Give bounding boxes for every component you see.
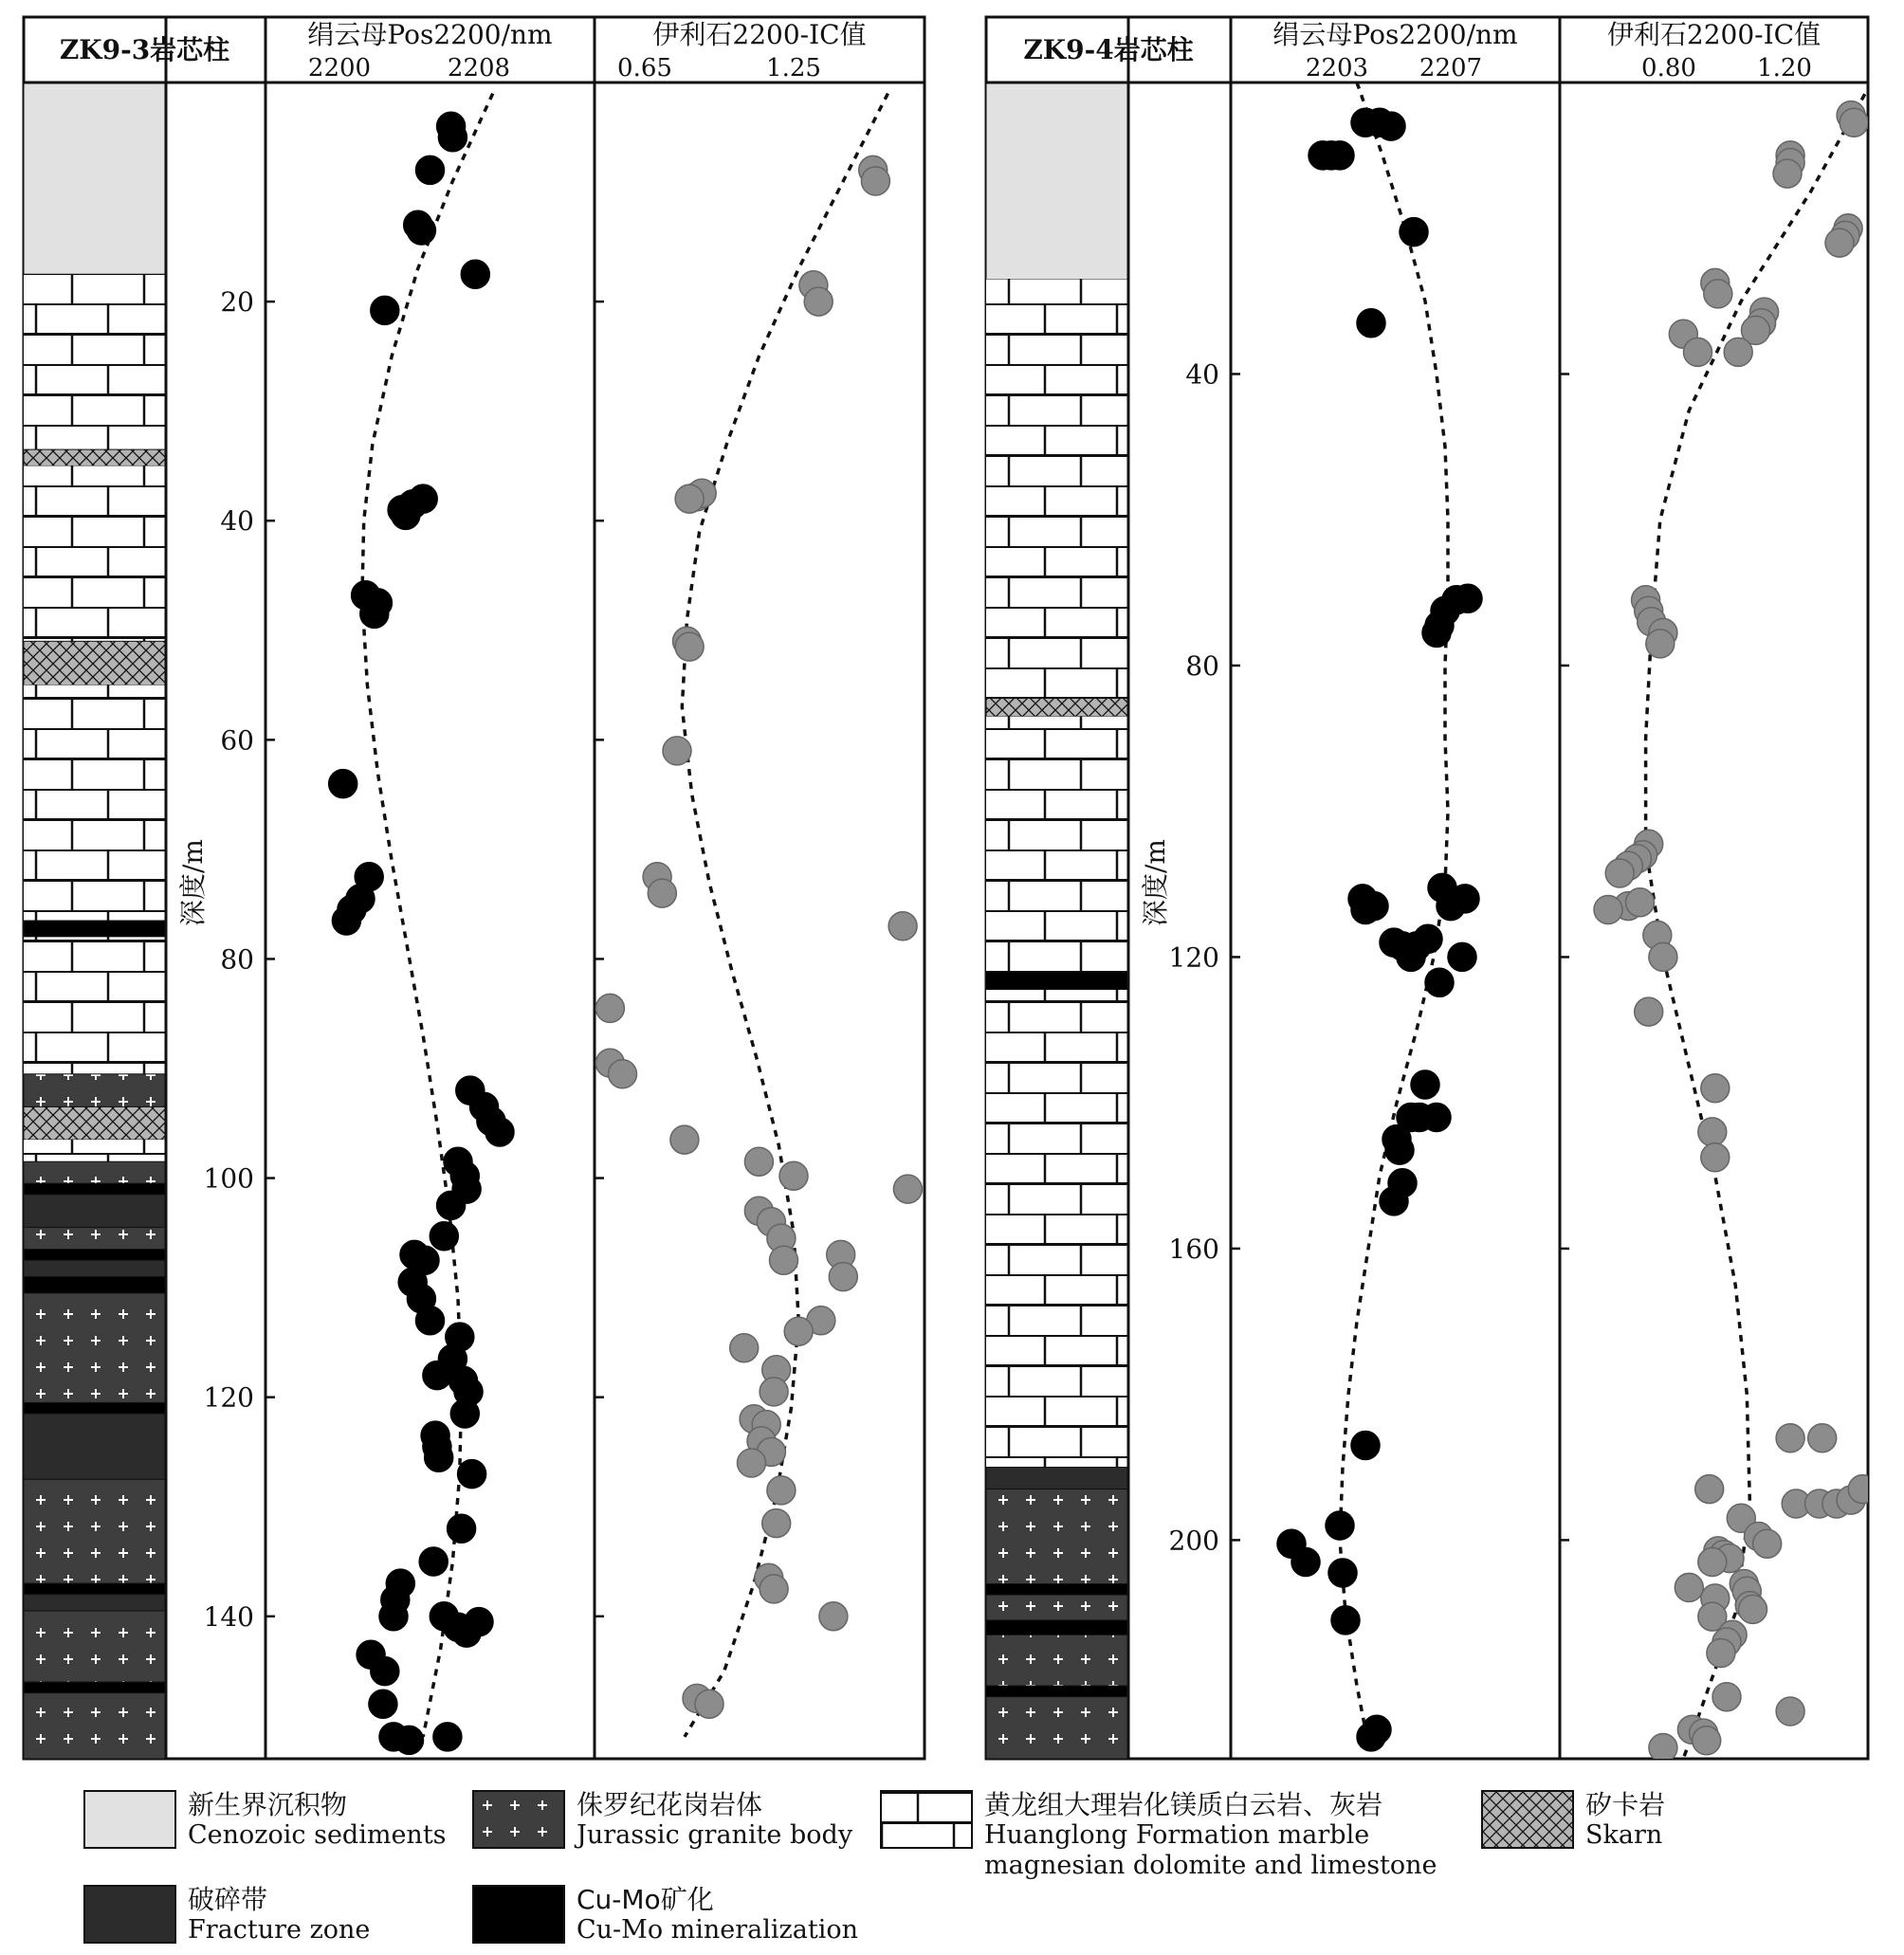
- panel-zk9-4: [986, 17, 1877, 1763]
- illite-point: [784, 1317, 813, 1345]
- lithology-layer-cenozoic: [986, 82, 1128, 280]
- sericite-tick-label: 2208: [447, 54, 511, 82]
- sericite-point: [423, 1361, 451, 1390]
- legend-en: Cenozoic sediments: [188, 1820, 447, 1850]
- illite-point: [1594, 896, 1622, 924]
- illite-point: [819, 1602, 848, 1631]
- depth-tick-label: 20: [220, 286, 254, 319]
- lithology-layer-mineralization: [24, 1250, 166, 1261]
- legend-item-granite: [472, 1790, 852, 1851]
- depth-tick-label: 200: [1168, 1525, 1219, 1557]
- illite-point: [738, 1449, 766, 1477]
- depth-axis-label: 深度/m: [1140, 839, 1171, 926]
- sericite-point: [485, 1118, 514, 1146]
- lithology-layer-granite: [24, 1293, 166, 1403]
- sericite-tick-label: 2203: [1305, 54, 1369, 82]
- illite-point: [1649, 942, 1677, 971]
- sericite-point: [416, 155, 445, 184]
- sericite-point: [1380, 1187, 1408, 1215]
- illite-point: [767, 1476, 796, 1505]
- illite-axis-title: 伊利石2200-IC值: [652, 19, 867, 50]
- illite-point: [1753, 1529, 1782, 1558]
- depth-tick-label: 80: [1185, 649, 1219, 682]
- sericite-point: [461, 260, 489, 288]
- lithology-layer-cenozoic: [24, 82, 166, 274]
- sericite-point: [1448, 942, 1476, 971]
- lithology-layer-mineralization: [24, 1682, 166, 1693]
- lithology-layer-marble: [24, 685, 166, 921]
- legend-label-cenozoic: [188, 1790, 447, 1851]
- lithology-layer-mineralization: [986, 1584, 1128, 1596]
- illite-point: [1698, 1118, 1727, 1146]
- sericite-point: [379, 1602, 408, 1631]
- lithology-layer-granite: [24, 1479, 166, 1583]
- illite-point: [1649, 1734, 1677, 1763]
- lithology-layer-mineralization: [24, 1402, 166, 1414]
- sericite-point: [448, 1514, 476, 1543]
- sericite-point: [1360, 892, 1388, 921]
- sericite-point: [1357, 309, 1385, 338]
- sericite-point: [437, 1191, 466, 1219]
- illite-point: [893, 1175, 922, 1203]
- lithology-layer-mineralization: [986, 1620, 1128, 1635]
- illite-point: [730, 1334, 759, 1362]
- legend-en: Fracture zone: [188, 1915, 371, 1945]
- sericite-point: [1425, 968, 1454, 996]
- sericite-point: [438, 123, 467, 152]
- legend-swatch-cenozoic: [83, 1790, 176, 1849]
- illite-tick-label: 1.20: [1757, 54, 1812, 82]
- sericite-point: [1326, 1511, 1354, 1540]
- illite-point: [1773, 159, 1802, 188]
- lithology-column: [986, 82, 1128, 1759]
- sericite-point: [433, 1723, 462, 1751]
- illite-tick-label: 0.80: [1641, 54, 1696, 82]
- sericite-point: [430, 1222, 458, 1251]
- lithology-layer-mineralization: [24, 1277, 166, 1293]
- depth-tick-label: 120: [203, 1381, 254, 1414]
- illite-point: [1739, 1595, 1767, 1623]
- illite-point: [762, 1509, 791, 1538]
- illite-axis-title: 伊利石2200-IC值: [1606, 19, 1822, 50]
- lithology-layer-mineralization: [24, 1583, 166, 1595]
- legend-swatch-marble: [880, 1790, 973, 1849]
- column-title: ZK9-4岩芯柱: [1023, 34, 1194, 65]
- sericite-tick-label: 2207: [1419, 54, 1483, 82]
- illite-point: [1635, 997, 1663, 1026]
- depth-tick-label: 40: [1185, 358, 1219, 391]
- lithology-layer-marble: [986, 990, 1128, 1467]
- illite-point: [675, 484, 704, 513]
- legend-en: Skarn: [1585, 1820, 1663, 1850]
- sericite-point: [1411, 1070, 1439, 1099]
- depth-tick-label: 80: [220, 943, 254, 976]
- legend-item-mineralization: [472, 1885, 858, 1946]
- illite-point: [1605, 859, 1634, 887]
- legend-label-marble: [984, 1790, 1437, 1881]
- illite-point: [760, 1575, 788, 1603]
- sericite-point: [450, 1399, 479, 1428]
- legend-en: magnesian dolomite and limestone: [984, 1851, 1437, 1880]
- sericite-point: [416, 1306, 445, 1335]
- legend-label-skarn: [1585, 1790, 1665, 1851]
- lithology-layer-marble: [24, 937, 166, 1073]
- illite-point: [648, 879, 676, 907]
- legend-item-fracture: [83, 1885, 370, 1946]
- illite-point: [1698, 1548, 1727, 1577]
- lithology-layer-marble: [24, 274, 166, 449]
- lithology-layer-skarn: [24, 449, 166, 466]
- sericite-point: [1291, 1548, 1320, 1577]
- depth-tick-label: 100: [203, 1162, 254, 1195]
- legend-zh: 矽卡岩: [1585, 1789, 1666, 1820]
- legend-swatch-granite: [472, 1790, 565, 1849]
- sericite-point: [452, 1618, 481, 1647]
- illite-point: [861, 167, 889, 195]
- lithology-layer-skarn: [986, 699, 1128, 717]
- illite-point: [1701, 1143, 1730, 1172]
- illite-point: [1693, 1727, 1721, 1755]
- illite-point: [1776, 1424, 1804, 1453]
- legend-label-fracture: [188, 1885, 370, 1946]
- sericite-point: [1331, 1606, 1360, 1635]
- lithology-layer-marble: [986, 717, 1128, 972]
- panel-zk9-3: [24, 17, 972, 1759]
- legend-swatch-skarn: [1481, 1790, 1574, 1849]
- lithology-layer-granite: [24, 1161, 166, 1183]
- lithology-layer-fracture: [986, 1468, 1128, 1489]
- lithology-layer-fracture: [24, 1414, 166, 1479]
- illite-point: [609, 1060, 637, 1088]
- illite-point: [744, 1147, 773, 1176]
- illite-point: [1808, 1424, 1837, 1453]
- legend-label-granite: [577, 1790, 852, 1851]
- illite-tick-label: 0.65: [617, 54, 672, 82]
- legend-item-marble: [880, 1790, 1437, 1881]
- sericite-point: [1351, 1432, 1380, 1460]
- lithology-layer-skarn: [24, 1106, 166, 1140]
- lithology-column: [24, 82, 166, 1759]
- legend-item-skarn: [1481, 1790, 1665, 1851]
- column-title: ZK9-3岩芯柱: [59, 34, 230, 65]
- sericite-point: [425, 1443, 453, 1471]
- depth-tick-label: 160: [1168, 1233, 1219, 1265]
- lithology-layer-granite: [986, 1489, 1128, 1584]
- illite-point: [1675, 1573, 1703, 1601]
- lithology-layer-fracture: [24, 1260, 166, 1276]
- illite-point: [675, 632, 704, 661]
- legend-label-mineralization: [577, 1885, 858, 1946]
- sericite-tick-label: 2200: [307, 54, 372, 82]
- depth-tick-label: 120: [1168, 941, 1219, 974]
- sericite-point: [1400, 218, 1428, 247]
- lithology-layer-granite: [24, 1693, 166, 1759]
- sericite-axis-title: 绢云母Pos2200/nm: [1272, 19, 1518, 50]
- legend-zh: 破碎带: [188, 1884, 268, 1915]
- sericite-point: [1363, 1715, 1391, 1744]
- lithology-layer-skarn: [24, 641, 166, 685]
- lithology-layer-marble: [986, 280, 1128, 699]
- lithology-layer-granite: [24, 1228, 166, 1250]
- legend-zh: 黄龙组大理岩化镁质白云岩、灰岩: [984, 1789, 1383, 1820]
- depth-axis-label: 深度/m: [177, 839, 209, 926]
- lithology-layer-granite: [24, 1074, 166, 1107]
- lithology-layer-marble: [24, 1140, 166, 1161]
- sericite-point: [1414, 924, 1442, 953]
- lithology-layer-mineralization: [986, 972, 1128, 990]
- depth-tick-label: 60: [220, 724, 254, 757]
- sericite-point: [371, 1657, 399, 1686]
- illite-point: [1848, 1475, 1877, 1504]
- lithology-layer-granite: [986, 1697, 1128, 1759]
- legend-zh: 新生界沉积物: [188, 1789, 348, 1820]
- sericite-point: [1385, 1136, 1414, 1164]
- illite-point: [1825, 228, 1854, 257]
- sericite-point: [458, 1460, 486, 1489]
- illite-point: [1684, 338, 1712, 366]
- illite-point: [943, 1285, 972, 1313]
- legend-en: Cu-Mo mineralization: [577, 1915, 858, 1945]
- legend-item-cenozoic: [83, 1790, 447, 1851]
- lithology-layer-mineralization: [986, 1686, 1128, 1697]
- legend-en: Jurassic granite body: [577, 1820, 853, 1850]
- illite-point: [1695, 1475, 1724, 1504]
- illite-point: [888, 912, 917, 941]
- sericite-point: [409, 484, 437, 513]
- depth-tick-label: 40: [220, 505, 254, 538]
- sericite-point: [332, 906, 360, 935]
- illite-point: [804, 287, 833, 316]
- illite-point: [1776, 1697, 1804, 1726]
- sericite-point: [1377, 112, 1405, 140]
- lithology-layer-mineralization: [24, 1183, 166, 1195]
- illite-tick-label: 1.25: [766, 54, 821, 82]
- sericite-point: [1422, 618, 1451, 647]
- sericite-point: [1328, 1559, 1357, 1587]
- sericite-point: [329, 770, 357, 798]
- illite-point: [670, 1125, 699, 1154]
- depth-tick-label: 140: [203, 1600, 254, 1633]
- sericite-point: [1422, 1104, 1451, 1132]
- lithology-layer-granite: [24, 1611, 166, 1682]
- illite-point: [695, 1690, 723, 1718]
- sericite-point: [369, 1690, 397, 1718]
- illite-point: [1724, 338, 1752, 366]
- sericite-axis-title: 绢云母Pos2200/nm: [307, 19, 553, 50]
- sericite-point: [1326, 141, 1354, 170]
- sericite-point: [419, 1547, 448, 1576]
- legend-en: Huanglong Formation marble: [984, 1820, 1370, 1850]
- illite-point: [1840, 108, 1868, 137]
- illite-point: [1704, 280, 1732, 308]
- lithology-layer-fracture: [24, 1595, 166, 1611]
- illite-point: [1712, 1683, 1741, 1711]
- legend-swatch-fracture: [83, 1885, 176, 1944]
- illite-point: [1646, 630, 1675, 658]
- sericite-point: [395, 1726, 424, 1754]
- lithology-layer-mineralization: [24, 921, 166, 937]
- illite-point: [1701, 1074, 1730, 1103]
- sericite-point: [407, 216, 435, 245]
- lithology-layer-fracture: [24, 1195, 166, 1228]
- legend-zh: 侏罗纪花岗岩体: [577, 1789, 763, 1820]
- legend-swatch-mineralization: [472, 1885, 565, 1944]
- legend: [0, 1782, 1904, 1955]
- sericite-point: [371, 296, 399, 324]
- legend-zh: Cu-Mo矿化: [577, 1884, 714, 1915]
- illite-point: [829, 1263, 857, 1291]
- lithology-layer-granite: [986, 1635, 1128, 1686]
- illite-point: [779, 1161, 808, 1190]
- sericite-point: [1451, 885, 1479, 913]
- sericite-point: [360, 599, 389, 628]
- illite-point: [770, 1246, 798, 1274]
- illite-point: [663, 737, 691, 765]
- illite-point: [760, 1378, 788, 1406]
- illite-point: [1707, 1639, 1735, 1668]
- illite-point: [595, 994, 624, 1022]
- lithology-layer-marble: [24, 466, 166, 641]
- lithology-layer-granite: [986, 1595, 1128, 1620]
- illite-point: [1626, 888, 1655, 917]
